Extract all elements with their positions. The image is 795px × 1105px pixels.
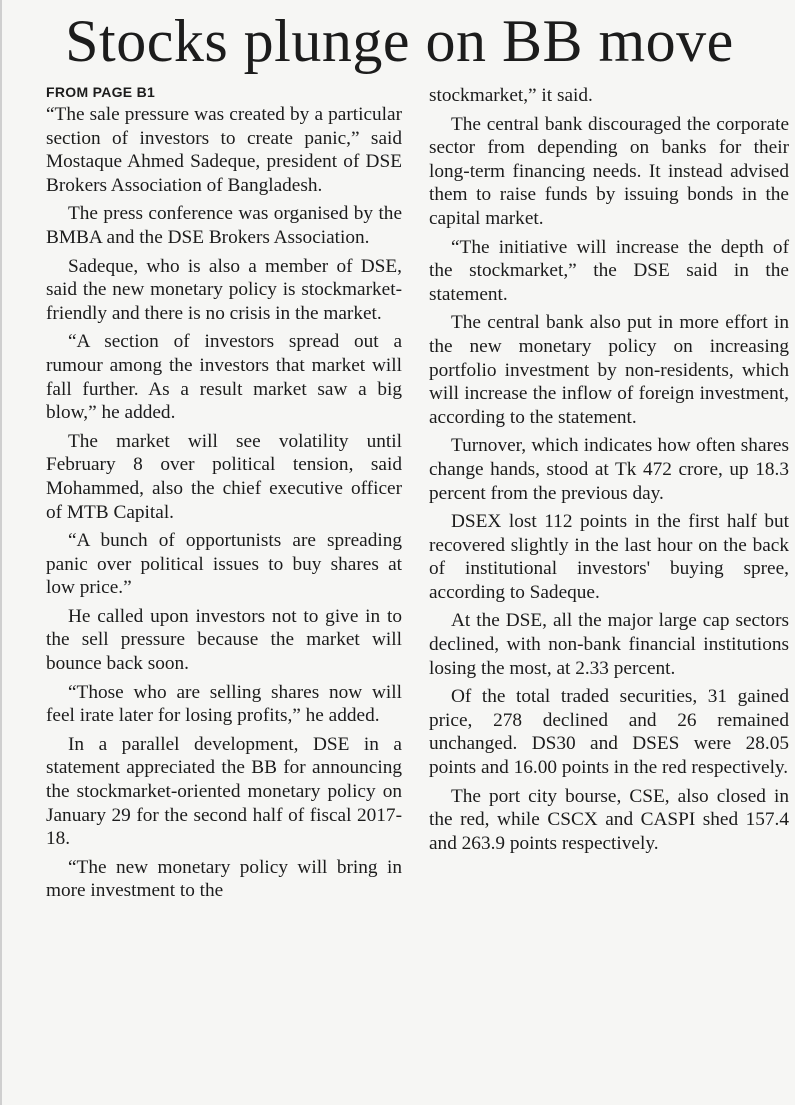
paragraph: Turnover, which indicates how often shares change hands, stood at Tk 472 crore, up 18.3 percent from the previous day. [429, 435, 789, 504]
paragraph: The central bank also put in more effort in the new monetary policy on increasing portfolio investment by non-residents, which will increase the inflow of foreign investment, according to the statement. [429, 312, 789, 428]
paragraph: The market will see volatility until February 8 over political tension, said Mohammed, also the chief executive officer of MTB Capital. [46, 430, 402, 523]
jump-line: FROM PAGE B1 [46, 84, 156, 100]
paragraph: DSEX lost 112 points in the first half but recovered slightly in the last hour on the back of institutional investors' buying spree, according to Sadeque. [429, 511, 789, 603]
paragraph-continuation: stockmarket,” it said. [429, 85, 593, 106]
paragraph: “Those who are selling shares now will feel irate later for losing profits,” he added. [46, 681, 402, 727]
left-column [46, 84, 402, 908]
paragraph: The press conference was organised by the BMBA and the DSE Brokers Association. [46, 203, 402, 248]
paragraph: The port city bourse, CSE, also closed in the red, while CSCX and CASPI shed 157.4 and 263.9 points respectively. [429, 785, 789, 854]
paragraph: In a parallel development, DSE in a statement appreciated the BB for announcing the stockmarket-oriented monetary policy on January 29 for the second half of fiscal 2017-18. [46, 733, 402, 850]
paragraph: Of the total traded securities, 31 gained price, 278 declined and 26 remained unchanged. DS30 and DSES were 28.05 points and 16.00 points in the red respectively. [429, 686, 789, 779]
paragraph: The central bank discouraged the corporate sector from depending on banks for their long-term financing needs. It instead advised them to raise funds by issuing bonds in the capital market. [429, 113, 789, 229]
paragraph: At the DSE, all the major large cap sectors declined, with non-bank financial institutions losing the most, at 2.33 percent. [429, 610, 789, 679]
headline: Stocks plunge on BB move [65, 8, 734, 74]
paragraph: “A section of investors spread out a rumour among the investors that market will fall further. As a result market saw a big blow,” he added. [46, 331, 402, 424]
paragraph: He called upon investors not to give in to the sell pressure because the market will bounce back soon. [46, 605, 402, 675]
paragraph: “The sale pressure was created by a particular section of investors to create panic,” said Mostaque Ahmed Sadeque, president of DSE Brokers Association of Bangladesh. [46, 104, 402, 196]
paragraph: “The initiative will increase the depth of the stockmarket,” the DSE said in the statement. [429, 236, 789, 305]
right-column [429, 84, 789, 860]
paragraph: “A bunch of opportunists are spreading panic over political issues to buy shares at low price.” [46, 530, 402, 599]
paragraph: “The new monetary policy will bring in more investment to the [46, 856, 402, 902]
paragraph: Sadeque, who is also a member of DSE, said the new monetary policy is stockmarket-friendly and there is no crisis in the market. [46, 255, 402, 324]
